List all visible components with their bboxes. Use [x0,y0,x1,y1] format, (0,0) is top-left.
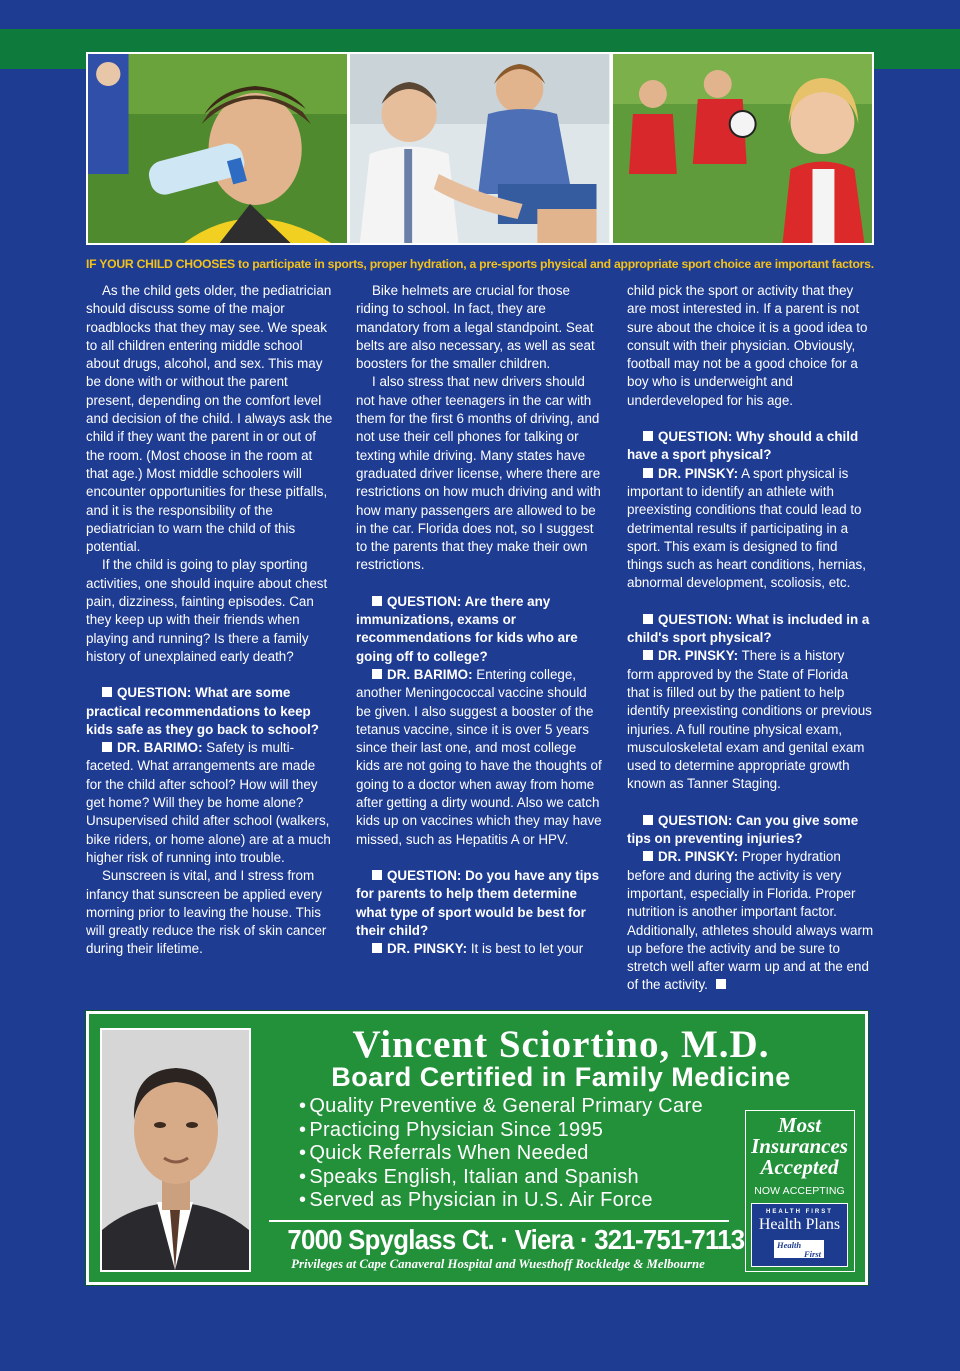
question: QUESTION: Are there any immunizations, exams or recommendations for kids who are going off to college? [356,593,578,664]
address-phone: 7000 Spyglass Ct. · Viera · 321-751-7113 [287,1224,745,1255]
bullet-square-icon [102,687,112,697]
paragraph: child pick the sport or activity that they are most interested in. If a parent is not sure about the choice it is a good idea to consult with their physician. Obviously, football may not be a good choice for a boy who is underweight and underdeveloped for his age. [627,283,868,408]
hospital-privileges: Privileges at Cape Canaveral Hospital and Wuesthoff Rockledge & Melbourne [291,1257,705,1271]
answer: DR. BARIMO: Entering college, another Meningococcal vaccine should be given. I also suggest a booster of the tetanus vaccine, since it is over 5 years since their last one, and most college kids are not going to have the thoughts of going to a doctor when away from home after getting a dirty wound. Also we catch kids up on vaccines which they may have missed, such as Hepatitis A or HPV. [356,666,602,847]
answer: DR. PINSKY: A sport physical is important to identify an athlete with preexisting conditions that could lead to detrimental results if participating in a sport. This exam is designed to find things such as heart conditions, hernias, abnormal development, scoliosis, etc. [627,465,866,591]
question: QUESTION: What is included in a child's sport physical? [627,611,870,646]
caption-rest: to participate in sports, proper hydration, a pre-sports physical and appropriate sport choice are important factors. [234,257,874,271]
bullet-square-icon [643,431,653,441]
service-item: • Quality Preventive & General Primary Care [299,1095,739,1119]
divider [269,1220,729,1222]
now-accepting-label: NOW ACCEPTING [754,1185,845,1197]
answer: DR. PINSKY: It is best to let your [356,940,603,958]
physician-portrait [100,1028,251,1272]
bullet-square-icon [643,468,653,478]
photo-boy-drinking-water [88,54,347,243]
bullet-square-icon [643,851,653,861]
article-columns [86,282,876,1002]
bullet-square-icon [372,943,382,953]
physician-name: Vincent Sciortino, M.D. [352,1023,770,1066]
caption-lead: IF YOUR CHILD CHOOSES [86,257,235,271]
health-plans-label: Health Plans [758,1216,841,1233]
article-column-2 [356,282,603,958]
health-first-badge-icon: Health First [774,1240,824,1258]
board-certification: Board Certified in Family Medicine [331,1062,791,1092]
health-first-wordmark: HEALTH FIRST [766,1209,833,1215]
bullet-square-icon [643,614,653,624]
photo-kids-playing-soccer [613,54,872,243]
photo-caption [86,257,886,271]
article-column-3 [627,282,874,995]
bullet-square-icon [643,815,653,825]
service-item: • Practicing Physician Since 1995 [299,1119,739,1143]
bullet-square-icon [102,742,112,752]
paragraph: As the child gets older, the pediatrician should discuss some of the major roadblocks that they may see. We speak to all children entering middle school about drugs, alcohol, and sex. This may be done with or without the parent present, depending on the comfort level and decision of the child. I always ask the child if they want the parent in or out of the room. (Most choose in the room at that age.) Most middle schoolers will encounter opportunities for these pitfalls, and it is the responsibility of the pediatrician to warn the child of this potential. [86,283,333,555]
service-item: • Speaks English, Italian and Spanish [299,1166,739,1190]
bullet-square-icon [372,596,382,606]
article-column-1 [86,282,333,959]
answer: DR. PINSKY: Proper hydration before and during the activity is very important, especially in Florida. Proper nutrition is another important factor. Additionally, athletes should always warm up before the activity and be sure to stretch well after warm up and at the end of the activity. [627,849,874,993]
answer: DR. BARIMO: Safety is multi-faceted. What arrangements are made for the child after school? How will they get home? Will they be home alone? Unsupervised child after school (walkers, bike riders, or home alone) are at a much higher risk of running into trouble. [86,740,331,865]
service-item: • Quick Referrals When Needed [299,1142,739,1166]
question: QUESTION: Do you have any tips for parents to help them determine what type of sport would be best for their child? [356,867,600,938]
photo-doctor-examining-teen [350,54,609,243]
photo-strip [86,52,874,245]
paragraph: Bike helmets are crucial for those riding to school. In fact, they are mandatory from a legal standpoint. Seat belts are also necessary, as well as seat boosters for the smaller children. [356,283,595,372]
question: QUESTION: What are some practical recommendations to keep kids safe as they go back to school? [86,685,319,737]
service-list [299,1095,739,1213]
insurance-box [745,1110,855,1272]
question: QUESTION: Why should a child have a sport physical? [627,429,859,463]
bullet-square-icon [372,870,382,880]
service-item: • Served as Physician in U.S. Air Force [299,1189,739,1213]
bullet-square-icon [643,650,653,660]
paragraph: If the child is going to play sporting activities, one should inquire about chest pain, dizziness, fainting episodes. Can they keep up with their friends when playing and running? Is there a family history of unexplained early death? [86,557,328,664]
end-mark-square-icon [716,979,726,989]
physician-advertisement [86,1011,868,1285]
bullet-square-icon [372,669,382,679]
paragraph: I also stress that new drivers should not have other teenagers in the car with them for the first 6 months of driving, and not use their cell phones for talking or texting while driving. Many states have graduated driver license, where there are restrictions on how much driving and with how many passengers are allowed to be in the car. Florida does not, so I suggest to the parents that they make their own restrictions. [356,374,601,573]
answer: DR. PINSKY: There is a history form approved by the State of Florida that is filled out by the patient to help identify preexisting conditions or previous injuries. A full routine physical exam, musculoskeletal exam and genital exam used to determine appropriate growth known as Tanner Staging. [627,648,872,792]
insurance-headline: Most Insurances Accepted [751,1113,848,1179]
question: QUESTION: Can you give some tips on preventing injuries? [627,812,859,847]
paragraph: Sunscreen is vital, and I stress from infancy that sunscreen be applied every morning prior to leaving the house. This will greatly reduce the risk of skin cancer during their lifetime. [86,868,327,957]
health-first-logo [751,1203,848,1267]
